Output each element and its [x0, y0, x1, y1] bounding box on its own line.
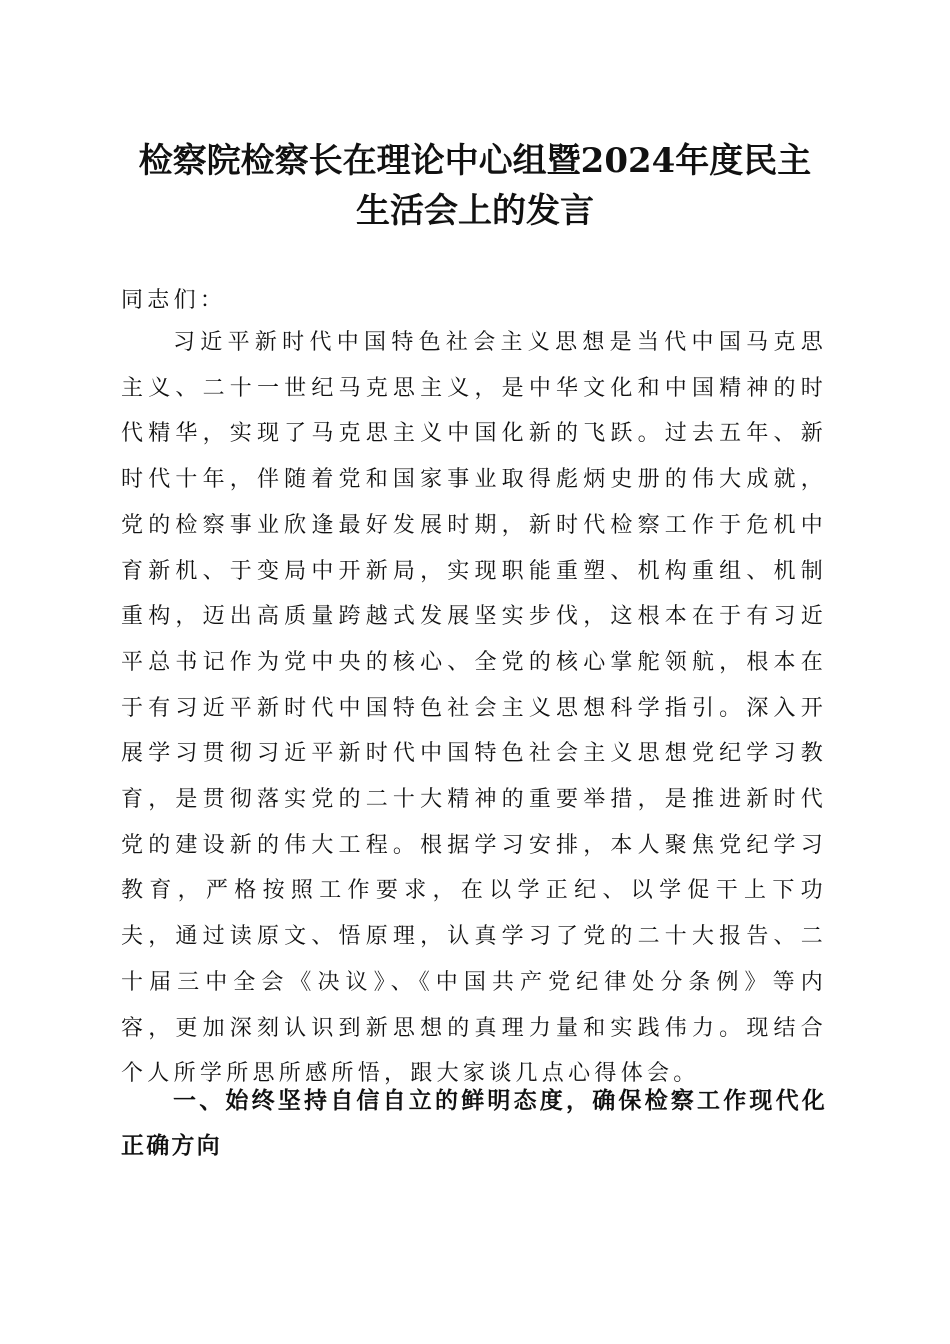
document-title	[110, 136, 840, 236]
salutation: 同志们：	[121, 288, 227, 313]
document-title-line-1: 检察院检察长在理论中心组暨2024年度民主	[138, 141, 812, 181]
section-heading: 一、始终坚持自信自立的鲜明态度，确保检察工作现代化正确方向	[121, 1088, 827, 1159]
document-title-line-2: 生活会上的发言	[356, 191, 594, 231]
body-paragraph: 习近平新时代中国特色社会主义思想是当代中国马克思主义、二十一世纪马克思主义，是中华文化和中国精神的时代精华，实现了马克思主义中国化新的飞跃。过去五年、新时代十年，伴随着党和国家事业取得彪炳史册的伟大成就，党的检察事业欣逢最好发展时期，新时代检察工作于危机中育新机、于变局中开新局，实现职能重塑、机构重组、机制重构，迈出高质量跨越式发展坚实步伐，这根本在于有习近平总书记作为党中央的核心、全党的核心掌舵领航，根本在于有习近平新时代中国特色社会主义思想科学指引。深入开展学习贯彻习近平新时代中国特色社会主义思想党纪学习教育，是贯彻落实党的二十大精神的重要举措，是推进新时代党的建设新的伟大工程。根据学习安排，本人聚焦党纪学习教育，严格按照工作要求，在以学正纪、以学促干上下功夫，通过读原文、悟原理，认真学习了党的二十大报告、二十届三中全会《决议》、《中国共产党纪律处分条例》等内容，更加深刻认识到新思想的真理力量和实践伟力。现结合个人所学所思所感所悟，跟大家谈几点心得体会。	[121, 330, 827, 1087]
